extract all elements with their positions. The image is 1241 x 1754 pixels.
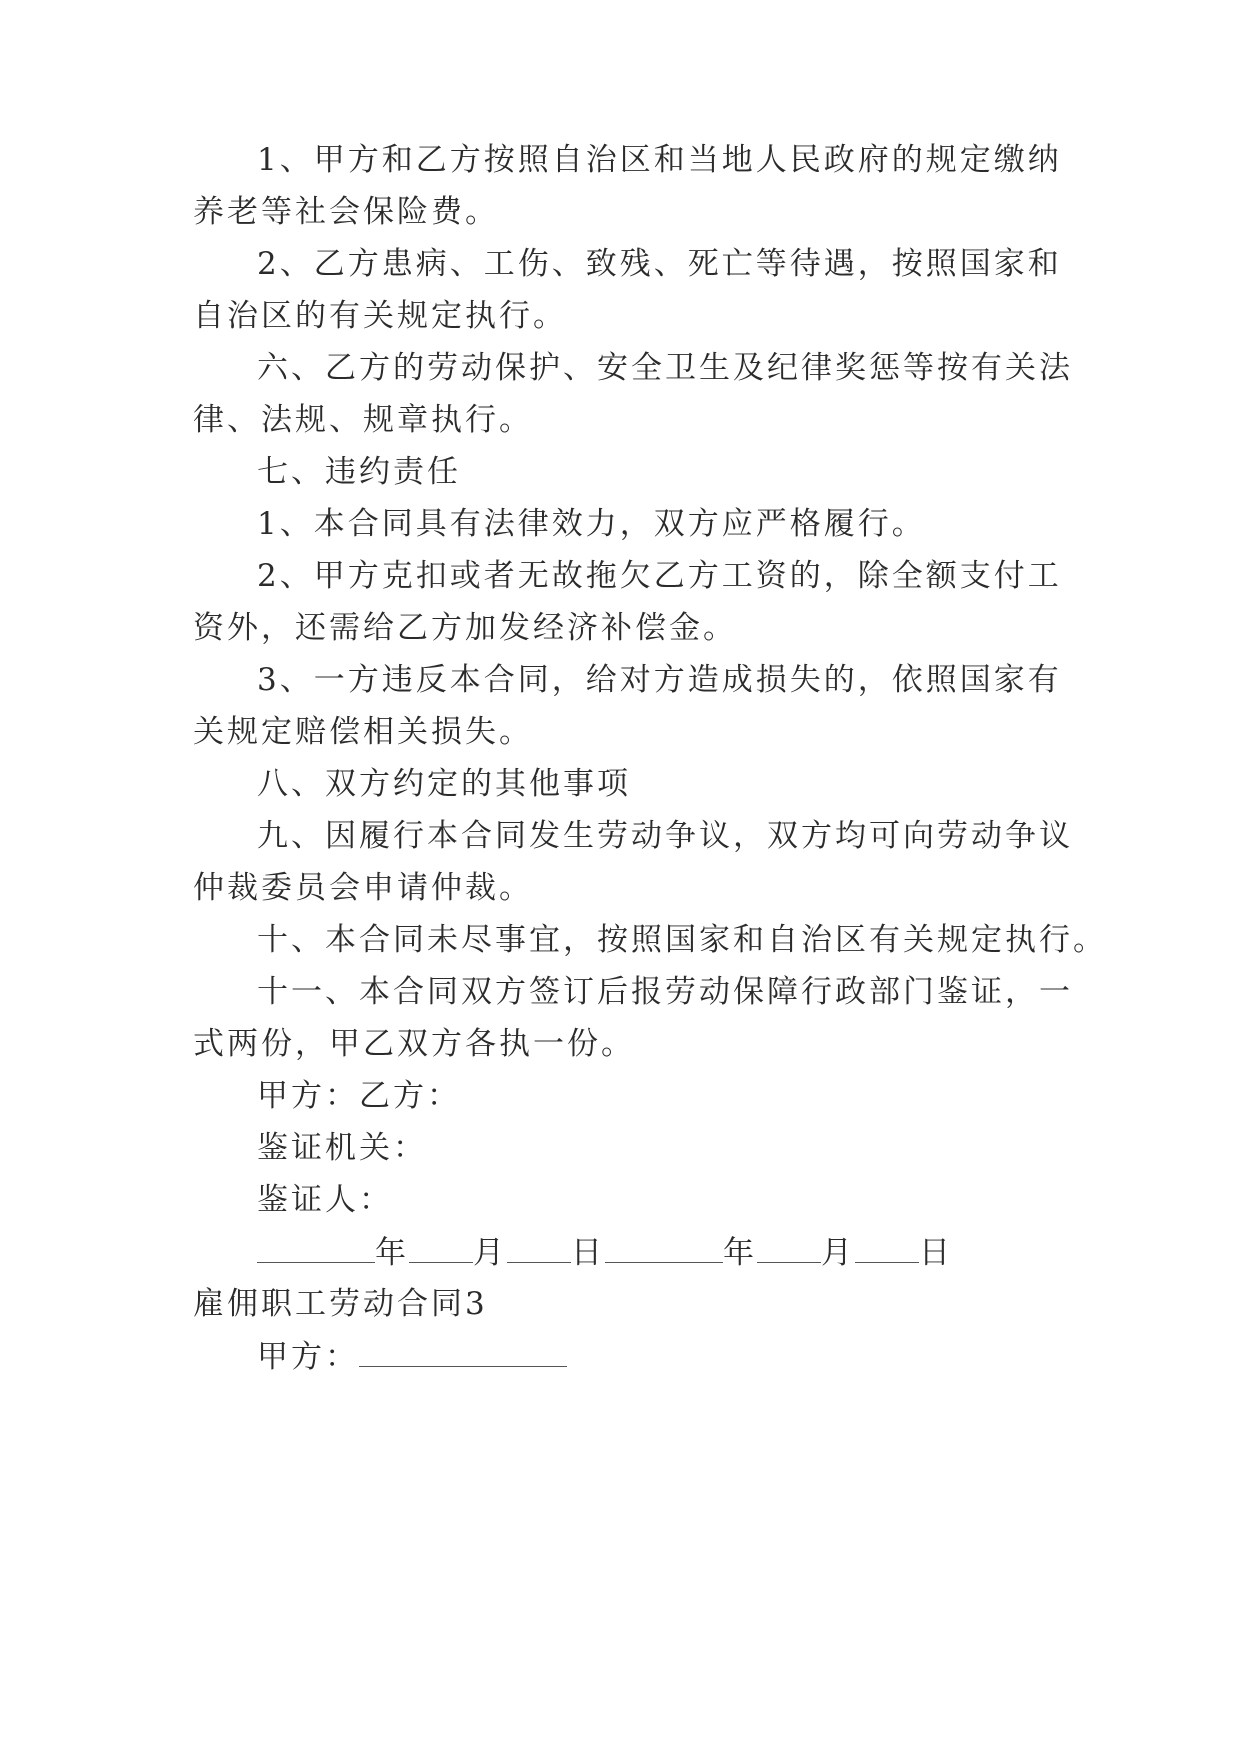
month-blank-2 [757,1232,821,1263]
day-label: 日 [571,1235,605,1271]
day-label: 日 [919,1235,953,1271]
year-blank-1 [257,1232,375,1263]
year-label: 年 [723,1235,757,1271]
paragraph-line: 九、因履行本合同发生劳动争议，双方均可向劳动争议 [257,818,1073,854]
paragraph-line: 2、乙方患病、工伤、致残、死亡等待遇，按照国家和 [257,246,1062,282]
signature-parties: 甲方：乙方： [257,1078,461,1114]
paragraph-line: 关规定赔偿相关损失。 [193,714,533,750]
party-a-blank [359,1336,567,1367]
paragraph-line: 1、甲方和乙方按照自治区和当地人民政府的规定缴纳 [257,142,1062,178]
day-blank-2 [855,1232,919,1263]
paragraph-line: 式两份，甲乙双方各执一份。 [193,1026,635,1062]
paragraph-line: 资外，还需给乙方加发经济补偿金。 [193,610,737,646]
paragraph-line: 十一、本合同双方签订后报劳动保障行政部门鉴证，一 [257,974,1073,1010]
paragraph-line: 自治区的有关规定执行。 [193,298,567,334]
party-a-label: 甲方： [257,1339,359,1375]
section-heading: 八、双方约定的其他事项 [257,766,631,802]
paragraph-line: 养老等社会保险费。 [193,194,499,230]
paragraph-line: 律、法规、规章执行。 [193,402,533,438]
certifying-authority-label: 鉴证机关： [257,1130,427,1166]
paragraph-line: 1、本合同具有法律效力，双方应严格履行。 [257,506,926,542]
year-label: 年 [375,1235,409,1271]
date-line [257,1232,953,1272]
month-label: 月 [821,1235,855,1271]
paragraph-line: 3、一方违反本合同，给对方造成损失的，依照国家有 [257,662,1062,698]
section-heading: 七、违约责任 [257,454,461,490]
year-blank-2 [605,1232,723,1263]
paragraph-line: 仲裁委员会申请仲裁。 [193,870,533,906]
paragraph-line: 十、本合同未尽事宜，按照国家和自治区有关规定执行。 [257,922,1107,958]
paragraph-line: 六、乙方的劳动保护、安全卫生及纪律奖惩等按有关法 [257,350,1073,386]
day-blank-1 [507,1232,571,1263]
next-contract-title: 雇佣职工劳动合同3 [193,1286,488,1322]
month-label: 月 [473,1235,507,1271]
month-blank-1 [409,1232,473,1263]
certifier-label: 鉴证人： [257,1182,393,1218]
paragraph-line: 2、甲方克扣或者无故拖欠乙方工资的，除全额支付工 [257,558,1062,594]
party-a-line [257,1336,567,1376]
